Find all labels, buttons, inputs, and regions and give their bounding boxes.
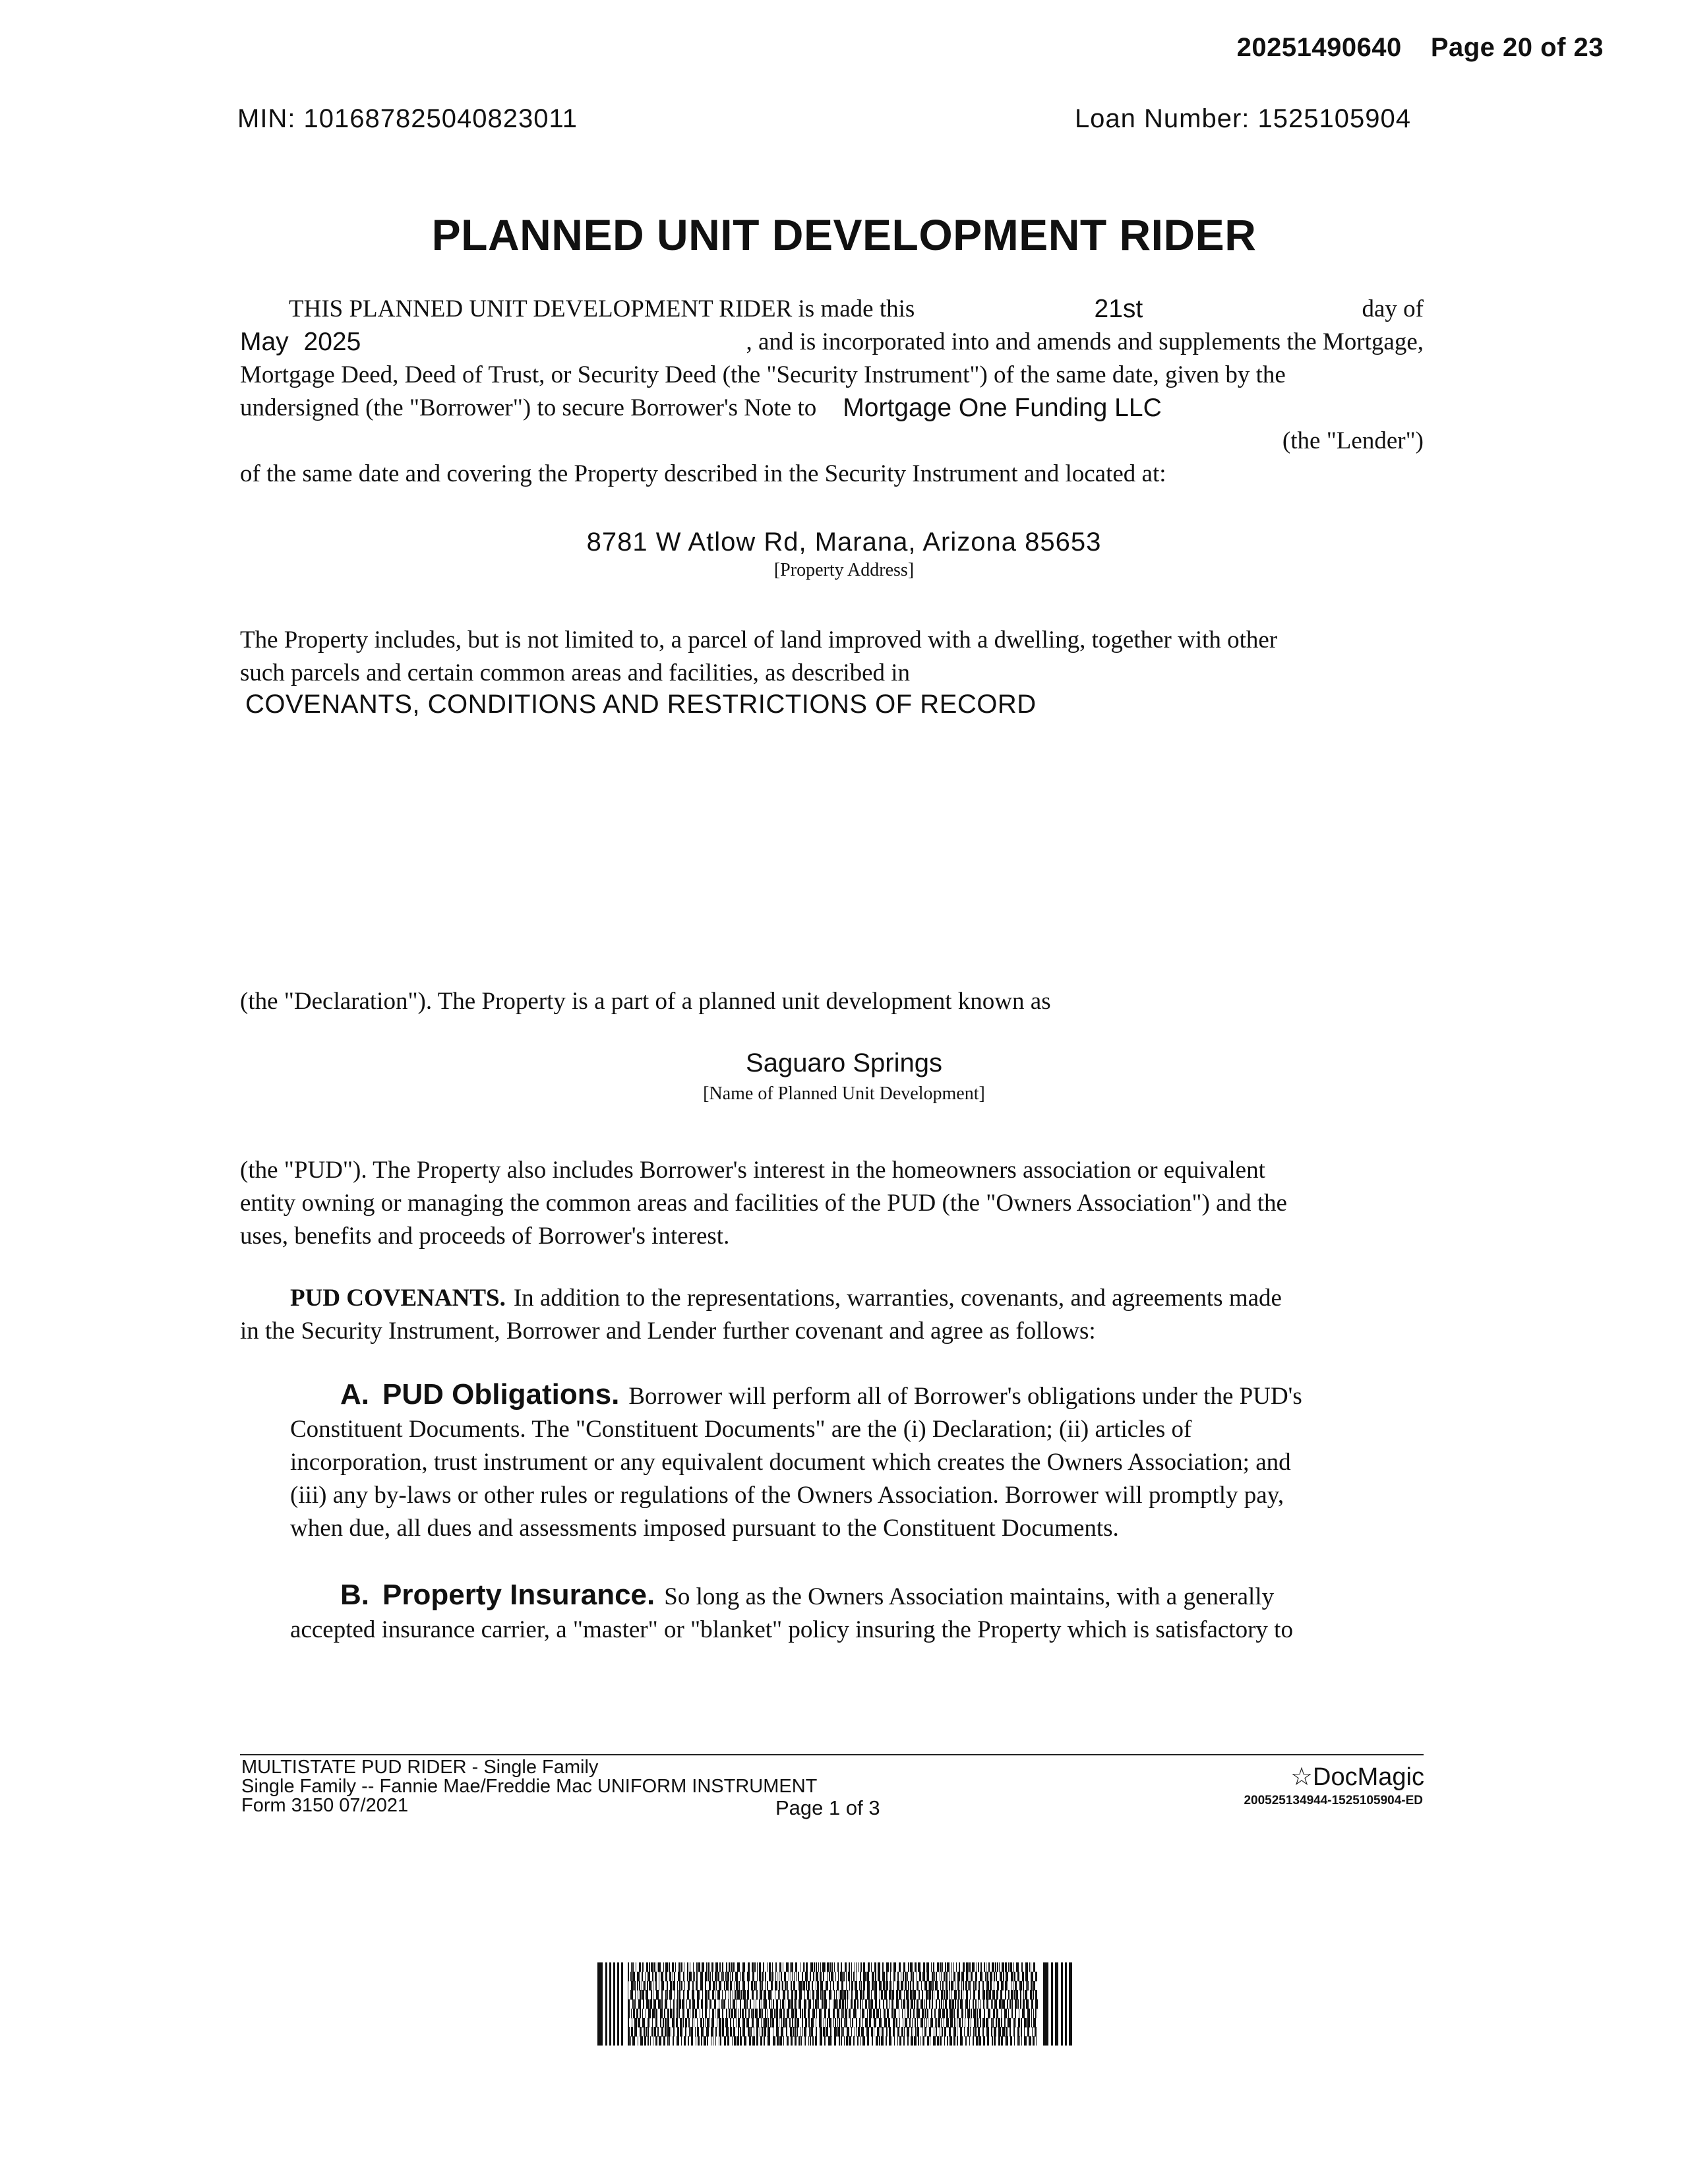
rider-month-year: May 2025 [240, 328, 361, 356]
page-count: Page 20 of 23 [1430, 33, 1604, 62]
section-a [290, 1378, 1424, 1545]
rider-day: 21st [1094, 295, 1143, 323]
barcode-icon [597, 1962, 1072, 2046]
declaration-name: COVENANTS, CONDITIONS AND RESTRICTIONS OF RECORD [245, 690, 1037, 719]
section-b-letter: B. [340, 1579, 369, 1611]
covenants-text-2: in the Security Instrument, Borrower and Lender further covenant and agree as follows: [240, 1318, 1096, 1345]
section-b-heading: Property Insurance. [382, 1579, 655, 1611]
pud-name-block [0, 1048, 1688, 1105]
covenants-lead: PUD COVENANTS. [290, 1285, 506, 1312]
intro-text-4: Mortgage Deed, Deed of Trust, or Security Deed (the "Security Instrument") of the same date, given by the [240, 361, 1286, 388]
recording-number [1237, 33, 1604, 63]
section-b-text-2: accepted insurance carrier, a "master" or "blanket" policy insuring the Property which is satisfactory to [290, 1616, 1293, 1643]
document-code: 200525134944-1525105904-ED [1244, 1794, 1423, 1807]
pud-paragraph [240, 1154, 1424, 1253]
docmagic-brand: DocMagic [1313, 1763, 1424, 1791]
intro-text-7: of the same date and covering the Property described in the Security Instrument and located at: [240, 460, 1166, 487]
docmagic-logo [1290, 1762, 1424, 1792]
pud-text-2: entity owning or managing the common areas and facilities of the PUD (the "Owners Association") and the [240, 1190, 1287, 1217]
pud-text-3: uses, benefits and proceeds of Borrower's interest. [240, 1223, 730, 1250]
pud-name-caption: [Name of Planned Unit Development] [703, 1083, 985, 1104]
intro-text-5: undersigned (the "Borrower") to secure Borrower's Note to [240, 394, 817, 421]
section-b [290, 1579, 1424, 1647]
section-b-text-1: So long as the Owners Association maintains, with a generally [664, 1583, 1275, 1610]
footer-divider [240, 1754, 1424, 1755]
section-a-letter: A. [340, 1378, 369, 1410]
intro-text-3: , and is incorporated into and amends and supplements the Mortgage, [746, 328, 1424, 355]
property-address-block [0, 528, 1688, 581]
recording-id: 20251490640 [1236, 33, 1402, 62]
section-a-text-1: Borrower will perform all of Borrower's obligations under the PUD's [628, 1383, 1302, 1410]
section-a-text-3: incorporation, trust instrument or any equivalent document which creates the Owners Association; and [290, 1449, 1291, 1476]
intro-text-1: THIS PLANNED UNIT DEVELOPMENT RIDER is made this [289, 295, 915, 322]
form-line-3: Form 3150 07/2021 [241, 1795, 409, 1816]
declaration-text-3: (the "Declaration"). The Property is a part of a planned unit development known as [240, 988, 1051, 1015]
section-a-text-5: when due, all dues and assessments imposed pursuant to the Constituent Documents. [290, 1515, 1119, 1542]
form-line-1: MULTISTATE PUD RIDER - Single Family [241, 1757, 599, 1778]
property-address-caption: [Property Address] [773, 560, 915, 580]
section-a-heading: PUD Obligations. [382, 1378, 620, 1410]
document-title: PLANNED UNIT DEVELOPMENT RIDER [431, 210, 1257, 259]
declaration-text-1: The Property includes, but is not limited to, a parcel of land improved with a dwelling, together with other [240, 626, 1278, 653]
section-a-text-2: Constituent Documents. The "Constituent Documents" are the (i) Declaration; (ii) articles of [290, 1416, 1192, 1443]
intro-text-2: day of [1362, 295, 1424, 322]
property-address: 8781 W Atlow Rd, Marana, Arizona 85653 [586, 528, 1102, 557]
declaration-paragraph [240, 624, 1424, 690]
covenants-text-1: In addition to the representations, warranties, covenants, and agreements made [513, 1285, 1282, 1312]
intro-paragraph [240, 293, 1424, 491]
min-number: MIN: 101687825040823011 [237, 104, 578, 133]
rider-page-number: Page 1 of 3 [775, 1796, 880, 1819]
loan-number: Loan Number: 1525105904 [1074, 104, 1411, 133]
lender-name: Mortgage One Funding LLC [843, 394, 1162, 422]
pud-text-1: (the "PUD"). The Property also includes Borrower's interest in the homeowners association or equivalent [240, 1157, 1265, 1184]
form-line-2: Single Family -- Fannie Mae/Freddie Mac UNIFORM INSTRUMENT [241, 1776, 818, 1797]
pud-name: Saguaro Springs [746, 1048, 942, 1077]
intro-text-6: (the "Lender") [1282, 427, 1424, 454]
covenants-paragraph [240, 1282, 1424, 1348]
star-icon: ☆ [1290, 1763, 1313, 1791]
form-identification [241, 1758, 817, 1815]
section-a-text-4: (iii) any by-laws or other rules or regulations of the Owners Association. Borrower will promptly pay, [290, 1482, 1284, 1509]
declaration-paragraph-end [240, 985, 1424, 1018]
declaration-text-2: such parcels and certain common areas and facilities, as described in [240, 659, 911, 686]
